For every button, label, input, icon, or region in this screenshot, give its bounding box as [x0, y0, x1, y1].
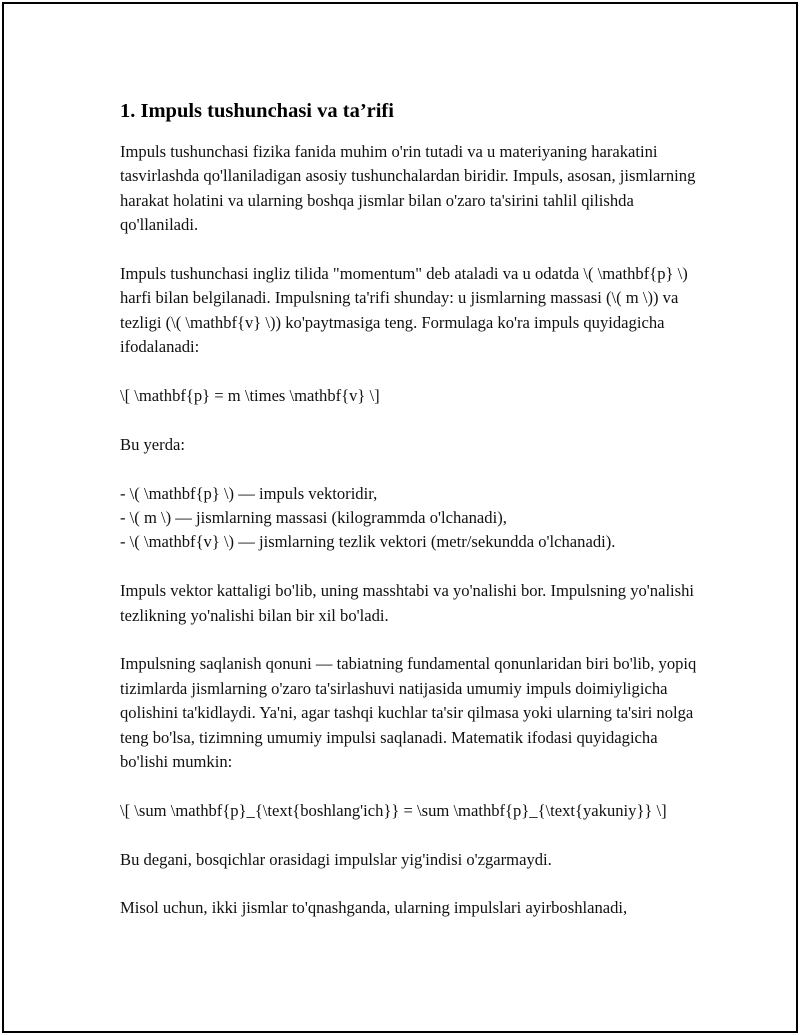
list-item: - \( m \) — jismlarning massasi (kilogrammda o'lchanadi),	[120, 508, 507, 528]
formula-momentum: \[ \mathbf{p} = m \times \mathbf{v} \]	[120, 386, 380, 406]
formula-conservation: \[ \sum \mathbf{p}_{\text{boshlang'ich}} = \sum \mathbf{p}_{\text{yakuniy}} \]	[120, 800, 667, 820]
paragraph-where: Bu yerda:	[120, 434, 185, 454]
paragraph-vector: Impuls vektor kattaligi bo'lib, uning masshtabi va yo'nalishi bor. Impulsning yo'nalishi tezlikning yo'nalishi bilan bir xil bo'ladi.	[120, 581, 695, 625]
paragraph-conservation: Impulsning saqlanish qonuni — tabiatning fundamental qonunlaridan biri bo'lib, yopiq tizimlarda jismlarning o'zaro ta'sirlashuvi natijasida umumiy impuls doimiyligicha qolishini ta'kidlaydi. Ya'ni, agar tashqi kuchlar ta'sir qilmasa yoki ularning ta'siri nolga teng bo'lsa, tizimning umumiy impulsi saqlanadi. Matematik ifodasi quyidagicha bo'lishi mumkin:	[120, 654, 697, 772]
document-body	[120, 98, 700, 945]
list-item: - \( \mathbf{v} \) — jismlarning tezlik vektori (metr/sekundda o'lchanadi).	[120, 532, 616, 552]
paragraph-example: Misol uchun, ikki jismlar to'qnashganda, ularning impulslari ayirboshlanadi,	[120, 898, 628, 918]
list-item: - \( \mathbf{p} \) — impuls vektoridir,	[120, 483, 378, 503]
section-heading: 1. Impuls tushunchasi va ta’rifi	[120, 100, 394, 122]
paragraph-momentum-definition: Impuls tushunchasi ingliz tilida "momentum" deb ataladi va u odatda \( \mathbf{p} \) harfi bilan belgilanadi. Impulsning ta'rifi shunday: u jismlarning massasi (\( m \)) va tezligi (\( \mathbf{v} \)) ko'paytmasiga teng. Formulaga ko'ra impuls quyidagicha ifodalanadi:	[120, 264, 688, 357]
document-page	[2, 2, 798, 1033]
paragraph-intro: Impuls tushunchasi fizika fanida muhim o'rin tutadi va u materiyaning harakatini tasvirlashda qo'llaniladigan asosiy tushunchalardan biridir. Impuls, asosan, jismlarning harakat holatini va ularning boshqa jismlar bilan o'zaro ta'sirini tahlil qilishda qo'llaniladi.	[120, 142, 696, 235]
paragraph-meaning: Bu degani, bosqichlar orasidagi impulslar yig'indisi o'zgarmaydi.	[120, 849, 552, 869]
variable-list	[120, 482, 700, 555]
